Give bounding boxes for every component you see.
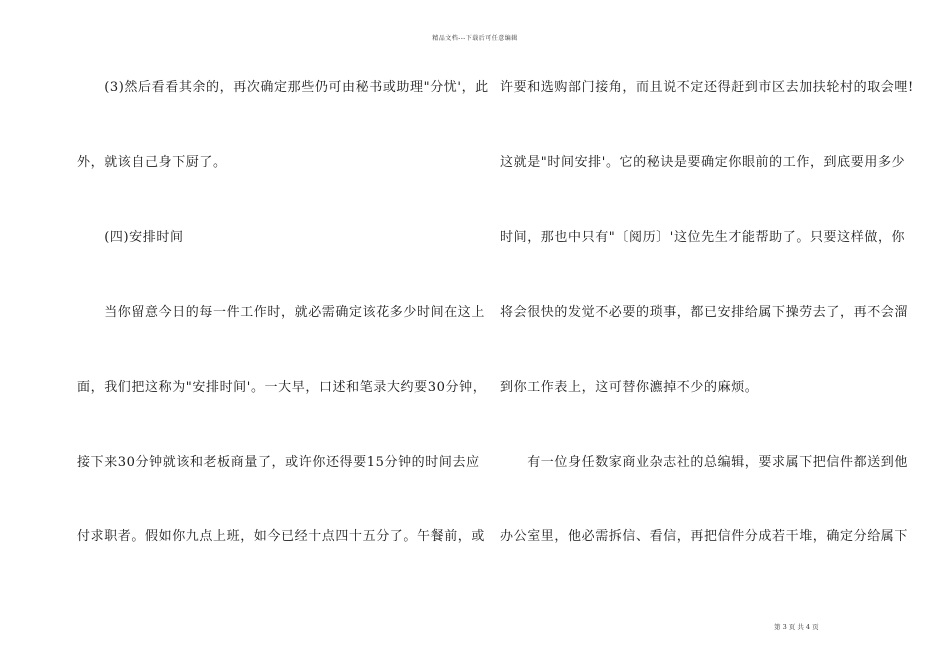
right-line-2: 这就是"时间安排'。它的秘诀是要确定你眼前的工作，到底要用多少	[500, 155, 906, 170]
left-line-6: 接下来30分钟就该和老板商量了，或许你还得要15分钟的时间去应	[77, 455, 480, 470]
right-line-3: 时间，那也中只有"〔阅历〕'这位先生才能帮助了。只要这样做，你	[500, 230, 906, 245]
right-line-4: 将会很快的发觉不必要的琐事，都已安排给属下操劳去了，再不会溜	[500, 305, 909, 320]
right-line-6: 有一位身任数家商业杂志社的总编辑，要求属下把信件都送到他	[500, 455, 909, 470]
left-line-7: 付求职者。假如你九点上班，如今已经十点四十五分了。午餐前，或	[77, 529, 486, 544]
left-line-3: (四)安排时间	[77, 230, 184, 245]
right-line-7: 办公室里，他必需拆信、看信，再把信件分成若干堆，确定分给属下	[500, 529, 909, 544]
left-line-2: 外，就该自己身下厨了。	[77, 155, 227, 170]
right-line-5: 到你工作表上，这可替你瀌掉不少的麻烦。	[500, 380, 759, 395]
left-line-4: 当你留意今日的每一件工作时，就必需确定该花多少时间在这上	[77, 305, 486, 320]
left-line-5: 面，我们把这称为"安排时间'。一大早，口述和笔录大约要30分钟，	[77, 380, 487, 395]
right-line-1: 许要和选购部门接角，而且说不定还得赶到市区去加扶轮村的取会哩!	[500, 80, 914, 95]
page-header: 精品文档---下载后可任意编辑	[432, 35, 518, 42]
page-number: 第 3 页 共 4 页	[774, 623, 819, 631]
left-line-1: (3)然后看看其余的，再次确定那些仍可由秘书或助理"分忧'，此	[77, 80, 489, 95]
